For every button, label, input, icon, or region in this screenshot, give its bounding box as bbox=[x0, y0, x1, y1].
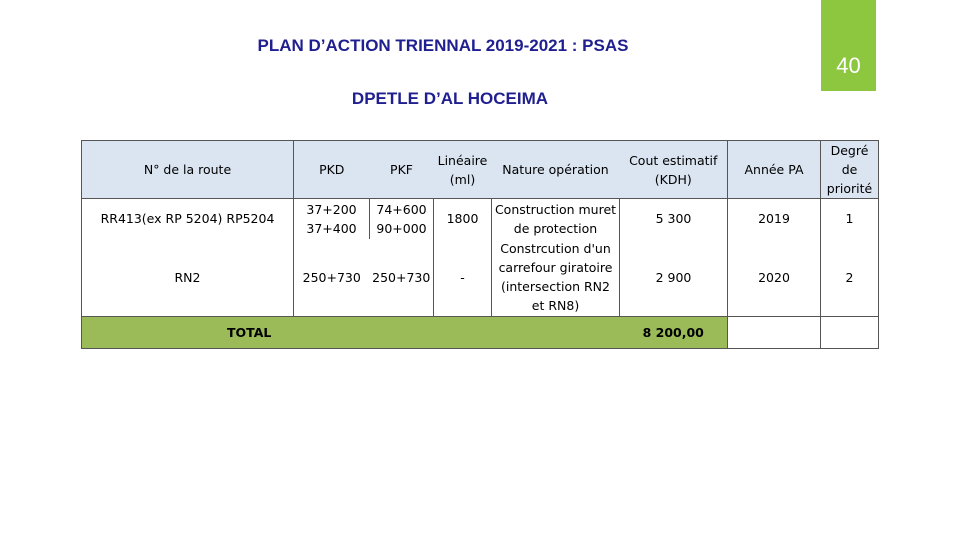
cell-nature: Constrcution d'un carrefour giratoire (intersection RN2 et RN8) bbox=[492, 239, 620, 317]
header-nature: Nature opération bbox=[492, 141, 620, 199]
header-pkf: PKF bbox=[370, 141, 434, 199]
action-plan-table bbox=[81, 140, 879, 349]
cell-pkf: 250+730 bbox=[370, 239, 434, 317]
page-title: PLAN D’ACTION TRIENNAL 2019-2021 : PSAS bbox=[257, 36, 629, 55]
total-annee-empty bbox=[728, 317, 821, 349]
page-subtitle: DPETLE D’AL HOCEIMA bbox=[351, 89, 549, 108]
cell-cout: 5 300 bbox=[620, 199, 728, 239]
cell-cout: 2 900 bbox=[620, 239, 728, 317]
cell-route: RR413(ex RP 5204) RP5204 bbox=[82, 199, 294, 239]
header-route: N° de la route bbox=[82, 141, 294, 199]
cell-route: RN2 bbox=[82, 239, 294, 317]
cell-annee: 2019 bbox=[728, 199, 821, 239]
cell-lineaire: 1800 bbox=[434, 199, 492, 239]
cell-nature: Construction muret de protection bbox=[492, 199, 620, 239]
cell-annee: 2020 bbox=[728, 239, 821, 317]
total-label: TOTAL bbox=[82, 317, 620, 349]
table-row bbox=[82, 199, 879, 239]
cell-degre: 2 bbox=[845, 269, 854, 285]
header-pkd: PKD bbox=[294, 141, 370, 199]
table-header-row bbox=[82, 141, 879, 199]
total-degre-empty bbox=[821, 317, 879, 349]
header-annee: Année PA bbox=[728, 141, 821, 199]
table-total-row bbox=[82, 317, 879, 349]
header-cout: Cout estimatif (KDH) bbox=[620, 141, 728, 199]
cell-pkd: 250+730 bbox=[302, 269, 361, 285]
header-lineaire: Linéaire (ml) bbox=[434, 141, 492, 199]
total-cout: 8 200,00 bbox=[620, 317, 728, 349]
cell-lineaire: - bbox=[434, 239, 492, 317]
cell-pkf: 74+600 90+000 bbox=[370, 199, 434, 239]
table-row bbox=[82, 239, 879, 317]
cell-degre: 1 bbox=[845, 211, 854, 227]
page-number-badge: 40 bbox=[821, 0, 876, 91]
cell-pkd: 37+200 37+400 bbox=[294, 199, 370, 239]
header-degre: Degré de priorité bbox=[821, 141, 879, 199]
